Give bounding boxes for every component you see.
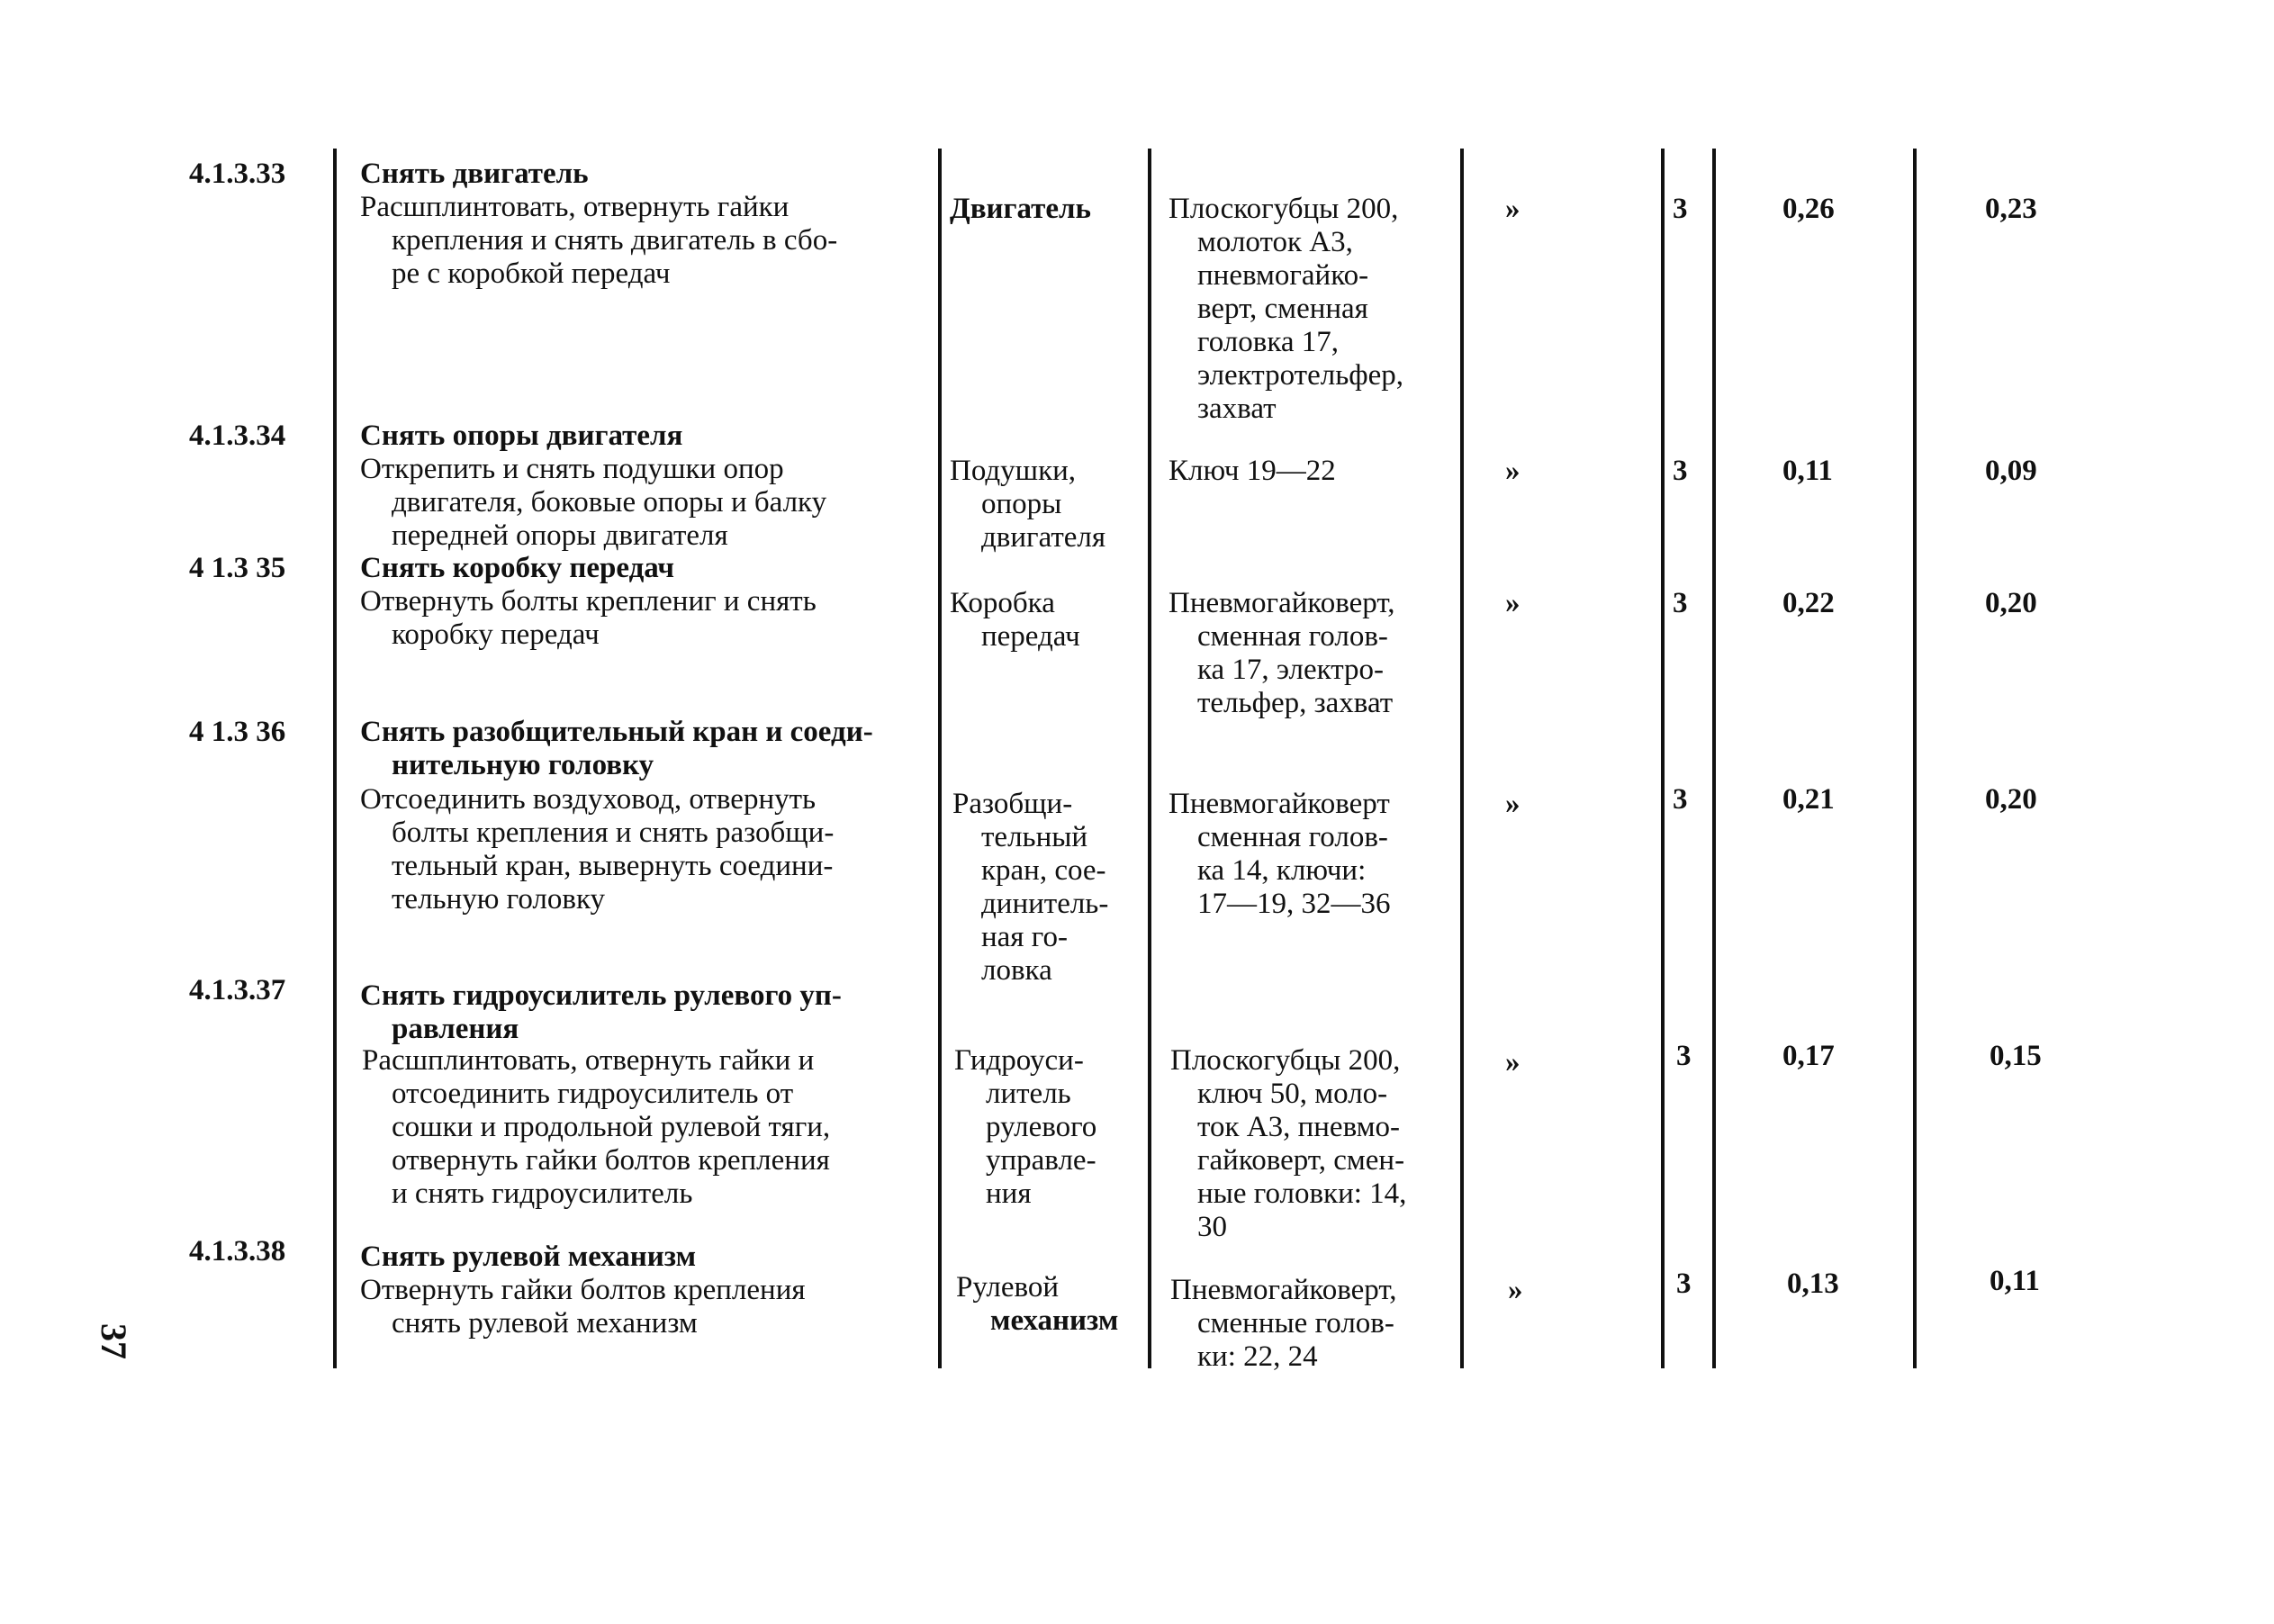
row-mark: » xyxy=(1505,587,1521,619)
row-title: Снять двигатель xyxy=(360,158,589,190)
row-tools-line: ки: 22, 24 xyxy=(1197,1340,1318,1373)
row-tools-line: головка 17, xyxy=(1197,326,1340,358)
row-part-line: Коробка xyxy=(950,587,1055,619)
row-tools-line: сменные голов- xyxy=(1197,1307,1394,1340)
row-mark: » xyxy=(1505,455,1521,487)
row-tools-line: электротельфер, xyxy=(1197,359,1404,392)
row-title: Снять гидроусилитель рулевого уп- xyxy=(360,979,842,1012)
row-code: 4 1.3 36 xyxy=(189,716,286,748)
row-desc-line: сошки и продольной рулевой тяги, xyxy=(392,1111,831,1143)
row-part-line: Рулевой xyxy=(956,1271,1060,1304)
row-desc-line: крепления и снять двигатель в сбо- xyxy=(392,224,838,257)
row-mark: » xyxy=(1505,1046,1521,1078)
row-tools-line: ные головки: 14, xyxy=(1197,1177,1407,1210)
column-rule-4 xyxy=(1460,149,1464,1368)
row-value-2: 0,09 xyxy=(1985,455,2037,487)
row-part-line: ловка xyxy=(981,954,1052,987)
row-part-line: ния xyxy=(986,1177,1032,1210)
row-desc-line: Отсоединить воздуховод, отвернуть xyxy=(360,783,817,816)
row-code: 4.1.3.37 xyxy=(189,974,286,1006)
row-desc-line: ре с коробкой передач xyxy=(392,257,671,290)
row-part-line: ная го- xyxy=(981,921,1068,953)
row-tools-line: 30 xyxy=(1197,1211,1227,1243)
row-tools-line: сменная голов- xyxy=(1197,821,1388,853)
row-tools-line: ка 14, ключи: xyxy=(1197,854,1367,887)
page-number: 37 xyxy=(94,1323,134,1359)
row-value-2: 0,20 xyxy=(1985,783,2037,816)
row-part-line: двигателя xyxy=(981,521,1106,554)
row-tools-line: ка 17, электро- xyxy=(1197,654,1385,686)
row-tools-line: тельфер, захват xyxy=(1197,687,1394,719)
row-desc-line: и снять гидроусилитель xyxy=(392,1177,693,1210)
row-desc-line: Расшплинтовать, отвернуть гайки xyxy=(360,191,790,223)
row-value-1: 0,26 xyxy=(1782,193,1835,225)
row-desc-line: коробку передач xyxy=(392,618,600,651)
row-desc-line: Отвернуть болты креплениг и снять xyxy=(360,585,817,618)
row-grade: 3 xyxy=(1676,1040,1692,1072)
row-part-line: тельный xyxy=(981,821,1088,853)
row-code: 4 1.3 35 xyxy=(189,552,286,584)
row-tools-line: захват xyxy=(1197,392,1277,425)
row-tools-line: ток А3, пневмо- xyxy=(1197,1111,1400,1143)
row-code: 4.1.3.33 xyxy=(189,158,286,190)
row-part-line: кран, сое- xyxy=(981,854,1106,887)
row-tools-line: Пневмогайковерт, xyxy=(1170,1274,1397,1306)
row-desc-line: снять рулевой механизм xyxy=(392,1307,698,1340)
row-desc-line: передней опоры двигателя xyxy=(392,519,728,552)
row-part-line: Гидроуси- xyxy=(954,1044,1084,1077)
row-value-1: 0,13 xyxy=(1787,1268,1839,1300)
row-part-line: динитель- xyxy=(981,888,1109,920)
row-part-line: Двигатель xyxy=(950,193,1091,225)
row-value-1: 0,21 xyxy=(1782,783,1835,816)
row-tools-line: 17—19, 32—36 xyxy=(1197,888,1391,920)
row-desc-line: Отвернуть гайки болтов крепления xyxy=(360,1274,806,1306)
row-title: равления xyxy=(392,1013,519,1045)
row-grade: 3 xyxy=(1673,587,1688,619)
row-tools-line: Пневмогайковерт xyxy=(1169,788,1390,820)
row-grade: 3 xyxy=(1676,1268,1692,1300)
row-value-1: 0,17 xyxy=(1782,1040,1835,1072)
row-part-line: рулевого xyxy=(986,1111,1097,1143)
row-value-1: 0,22 xyxy=(1782,587,1835,619)
row-part-line: Разобщи- xyxy=(952,788,1073,820)
row-tools-line: верт, сменная xyxy=(1197,293,1368,325)
row-part-line: опоры xyxy=(981,488,1062,520)
row-tools-line: сменная голов- xyxy=(1197,620,1388,653)
column-rule-2 xyxy=(938,149,942,1368)
row-part-line: механизм xyxy=(990,1304,1119,1337)
row-tools-line: ключ 50, моло- xyxy=(1197,1078,1388,1110)
row-mark: » xyxy=(1505,788,1521,820)
column-rule-1 xyxy=(333,149,337,1368)
row-tools-line: гайковерт, смен- xyxy=(1197,1144,1405,1177)
row-part-line: управле- xyxy=(986,1144,1096,1177)
row-tools-line: молоток А3, xyxy=(1197,226,1353,258)
row-part-line: Подушки, xyxy=(950,455,1077,487)
row-desc-line: Открепить и снять подушки опор xyxy=(360,453,784,485)
row-desc-line: двигателя, боковые опоры и балку xyxy=(392,486,827,519)
row-value-2: 0,20 xyxy=(1985,587,2037,619)
row-title: Снять разобщительный кран и соеди- xyxy=(360,716,873,748)
row-tools-line: Ключ 19—22 xyxy=(1169,455,1336,487)
column-rule-5 xyxy=(1661,149,1665,1368)
row-desc-line: болты крепления и снять разобщи- xyxy=(392,817,835,849)
row-value-1: 0,11 xyxy=(1782,455,1833,487)
row-value-2: 0,11 xyxy=(1990,1265,2040,1297)
row-desc-line: Расшплинтовать, отвернуть гайки и xyxy=(362,1044,815,1077)
row-title: Снять рулевой механизм xyxy=(360,1241,697,1273)
row-tools-line: Плоскогубцы 200, xyxy=(1170,1044,1401,1077)
row-grade: 3 xyxy=(1673,783,1688,816)
row-code: 4.1.3.38 xyxy=(189,1235,286,1268)
row-title: Снять коробку передач xyxy=(360,552,675,584)
row-title: нительную головку xyxy=(392,749,654,781)
row-desc-line: отвернуть гайки болтов крепления xyxy=(392,1144,830,1177)
row-part-line: передач xyxy=(981,620,1080,653)
row-desc-line: тельную головку xyxy=(392,883,606,916)
column-rule-7 xyxy=(1913,149,1917,1368)
row-tools-line: пневмогайко- xyxy=(1197,259,1369,292)
column-rule-3 xyxy=(1148,149,1151,1368)
row-desc-line: тельный кран, вывернуть соедини- xyxy=(392,850,834,882)
row-tools-line: Плоскогубцы 200, xyxy=(1169,193,1399,225)
row-code: 4.1.3.34 xyxy=(189,420,286,452)
row-value-2: 0,15 xyxy=(1990,1040,2042,1072)
row-tools-line: Пневмогайковерт, xyxy=(1169,587,1395,619)
row-mark: » xyxy=(1505,193,1521,225)
row-grade: 3 xyxy=(1673,193,1688,225)
row-value-2: 0,23 xyxy=(1985,193,2037,225)
row-desc-line: отсоединить гидроусилитель от xyxy=(392,1078,794,1110)
row-part-line: литель xyxy=(986,1078,1071,1110)
row-grade: 3 xyxy=(1673,455,1688,487)
row-title: Снять опоры двигателя xyxy=(360,420,683,452)
column-rule-6 xyxy=(1712,149,1716,1368)
row-mark: » xyxy=(1508,1274,1523,1306)
